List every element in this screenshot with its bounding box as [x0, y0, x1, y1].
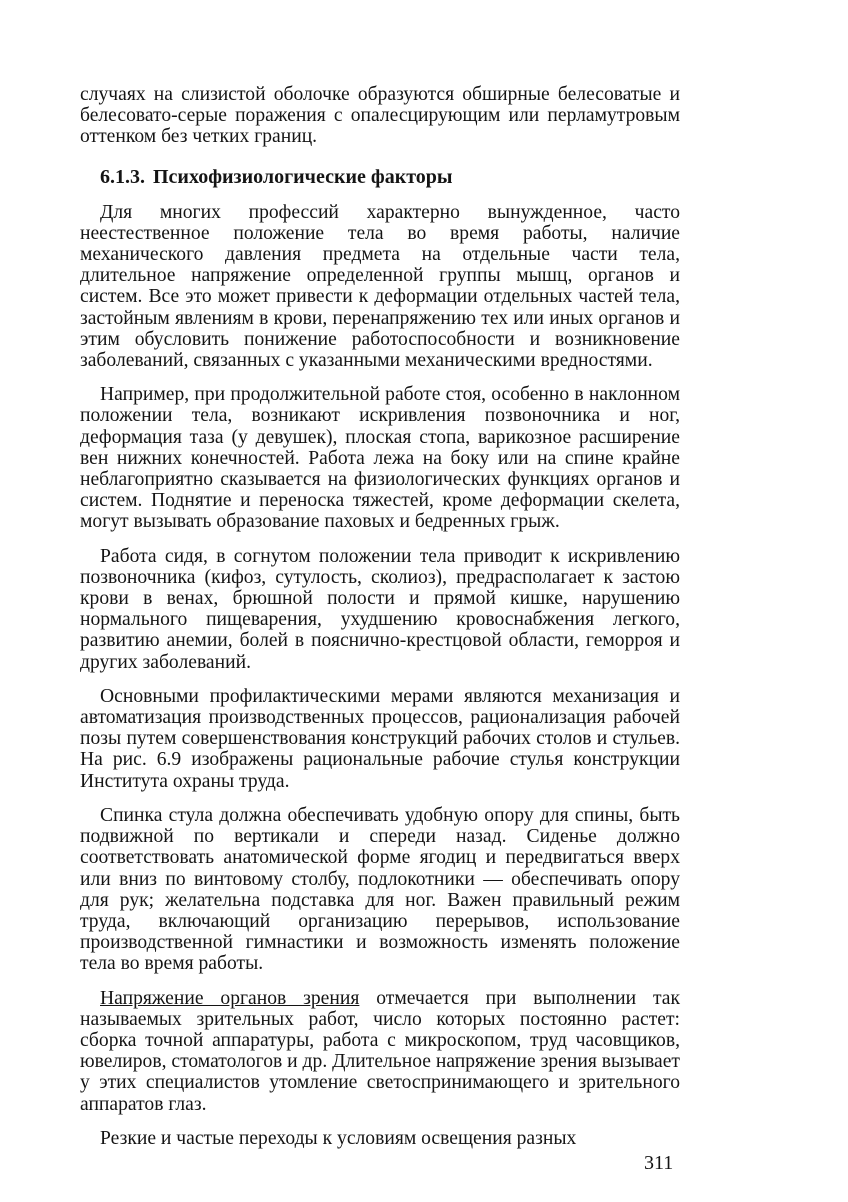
section-title: Психофизиологические факторы — [153, 165, 453, 188]
paragraph-5: Спинка стула должна обеспечивать удобную опору для спины, быть подвижной по вертикали и спереди назад. Сиденье должно соответствовать анатомической форме ягодиц и передвигаться вверх или вниз по винтовому столбу, подлокотники — обеспечивать опору для рук; желательна подставка для ног. Важен правильный режим труда, включающий организацию перерывов, использование производственной гимнастики и возможность изменять положение тела во время работы. — [80, 804, 680, 975]
paragraph-6-text: отмечается при выполнении так называемых зрительных работ, число которых постоянно растет: сборка точной аппаратуры, работа с микроскопом, труд часовщиков, ювелиров, стоматологов и др. Длительное напряжение зрения вызывает у этих специалистов утомление светоспринимающего и зрительного аппаратов глаз. — [80, 987, 680, 1115]
paragraph-2: Например, при продолжительной работе стоя, особенно в наклонном положении тела, возникают искривления позвоночника и ног, деформация таза (у девушек), плоская стопа, варикозное расширение вен нижних конечностей. Работа лежа на боку или на спине крайне неблагоприятно сказывается на физиологических функциях органов и систем. Поднятие и переноска тяжестей, кроме деформации скелета, могут вызывать образование паховых и бедренных грыж. — [80, 384, 680, 533]
section-number: 6.1.3. — [100, 165, 145, 188]
paragraph-4: Основными профилактическими мерами являются механизация и автоматизация производственных процессов, рационализация рабочей позы путем совершенствования конструкций рабочих столов и стульев. На рис. 6.9 изображены рациональные рабочие стулья конструкции Института охраны труда. — [80, 685, 680, 792]
paragraph-6 — [80, 988, 680, 1115]
paragraph-3: Работа сидя, в согнутом положении тела приводит к искривлению позвоночника (кифоз, сутулость, сколиоз), предрасполагает к застою крови в венах, брюшной полости и прямой кишке, нарушению нормального пищеварения, ухудшению кровоснабжения легкого, развитию анемии, болей в пояснично-крестцовой области, геморроя и других заболеваний. — [80, 545, 680, 673]
paragraph-1: Для многих профессий характерно вынужденное, часто неестественное положение тела во время работы, наличие механического давления предмета на отдельные части тела, длительное напряжение определенной группы мышц, органов и систем. Все это может привести к деформации отдельных частей тела, застойным явлениям в крови, перенапряжению тех или иных органов и этим обусловить понижение работоспособности и возникновение заболеваний, связанных с указанными механическими вредностями. — [80, 201, 680, 372]
intro-fragment: случаях на слизистой оболочке образуются обширные белесоватые и белесовато-серые поражения с опалесцирующим или перламутровым оттенком без четких границ. — [80, 84, 680, 148]
page-number: 311 — [644, 1152, 674, 1174]
section-heading — [100, 166, 680, 188]
page-body — [80, 84, 680, 1149]
paragraph-7: Резкие и частые переходы к условиям освещения разных — [100, 1127, 577, 1149]
paragraph-6-emphasis: Напряжение органов зрения — [100, 987, 360, 1009]
